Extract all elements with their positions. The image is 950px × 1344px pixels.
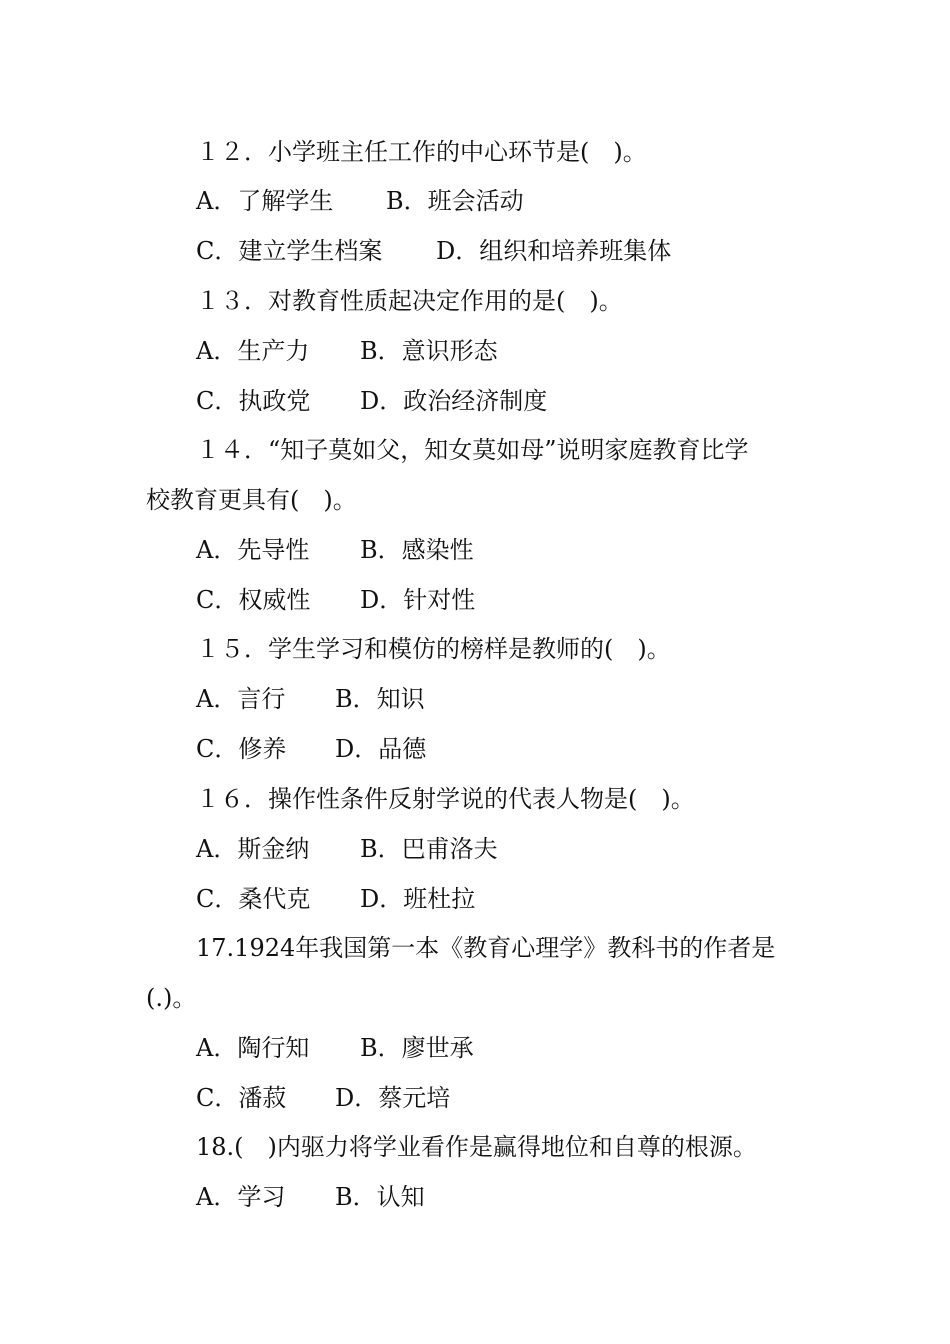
question-16-option-d: D．班杜拉	[360, 885, 476, 913]
question-17-option-a: A．陶行知	[196, 1034, 310, 1062]
question-16-option-c: C．桑代克	[196, 885, 311, 913]
question-15-option-a: A．言行	[196, 685, 286, 713]
question-17-stem-line2: (.)。	[146, 984, 197, 1012]
question-13-option-d: D．政治经济制度	[360, 387, 548, 415]
question-14-option-b: B．感染性	[360, 536, 474, 564]
question-14-option-c: C．权威性	[196, 586, 311, 614]
question-14-option-a: A．先导性	[196, 536, 310, 564]
question-14-option-d: D．针对性	[360, 586, 476, 614]
question-13-option-b: B．意识形态	[360, 337, 498, 365]
question-12-option-a: A．了解学生	[196, 187, 334, 215]
question-18-stem: 18.( )内驱力将学业看作是赢得地位和自尊的根源。	[196, 1133, 757, 1161]
question-17-option-d: D．蔡元培	[335, 1084, 451, 1112]
question-13-option-c: C．执政党	[196, 387, 311, 415]
question-17-option-b: B．廖世承	[360, 1034, 474, 1062]
question-14-stem-line1: １４．“知子莫如父，知女莫如母”说明家庭教育比学	[196, 436, 749, 464]
question-17-option-c: C．潘菽	[196, 1084, 287, 1112]
question-18-option-a: A．学习	[196, 1183, 286, 1211]
question-17-stem-line1: 17.1924年我国第一本《教育心理学》教科书的作者是	[196, 934, 776, 962]
question-16-stem: １６．操作性条件反射学说的代表人物是( )。	[196, 785, 695, 813]
question-13-option-a: A．生产力	[196, 337, 310, 365]
question-18-option-b: B．认知	[335, 1183, 425, 1211]
question-12-stem: １２．小学班主任工作的中心环节是( )。	[196, 138, 647, 166]
question-14-stem-line2: 校教育更具有( )。	[146, 486, 357, 514]
question-15-stem: １５．学生学习和模仿的榜样是教师的( )。	[196, 635, 671, 663]
question-16-option-a: A．斯金纳	[196, 835, 310, 863]
question-12-option-b: B．班会活动	[386, 187, 524, 215]
question-13-stem: １３．对教育性质起决定作用的是( )。	[196, 287, 623, 315]
question-12-option-d: D．组织和培养班集体	[436, 237, 672, 265]
question-15-option-b: B．知识	[335, 685, 425, 713]
question-15-option-c: C．修养	[196, 735, 287, 763]
question-12-option-c: C．建立学生档案	[196, 237, 383, 265]
question-16-option-b: B．巴甫洛夫	[360, 835, 498, 863]
question-15-option-d: D．品德	[335, 735, 427, 763]
